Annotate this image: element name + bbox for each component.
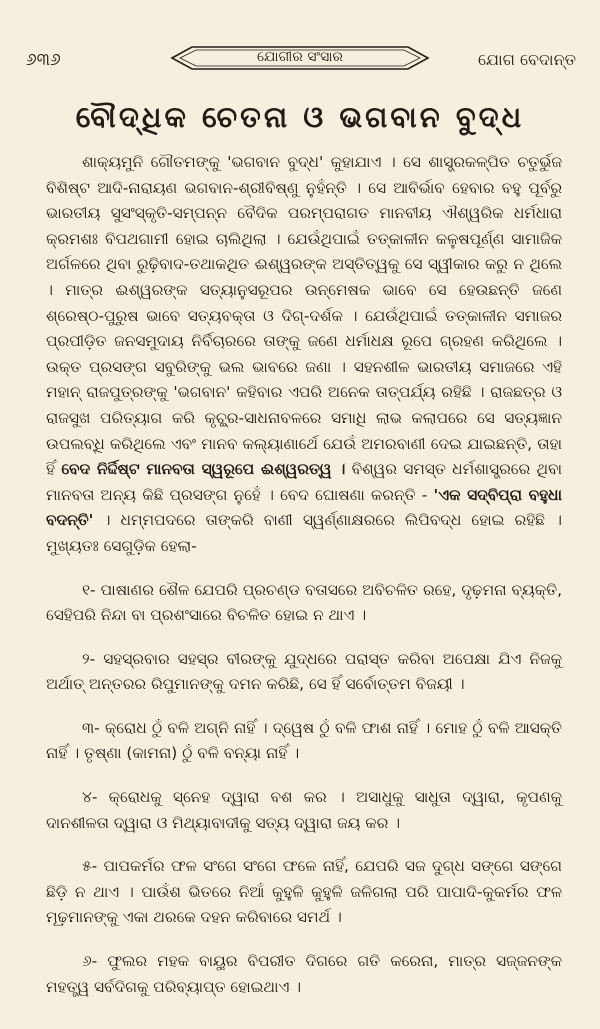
book-title: ଯୋଗୀର ସଂସାର <box>256 49 344 65</box>
intro-text-1: ଶାକ୍ୟମୁନି ଗୌତମଙ୍କୁ 'ଭଗବାନ ବୁଦ୍ଧ' କୁହାଯାଏ । ସେ ଶାସ୍ତ୍ରକଳ୍ପିତ ଚତୁର୍ଭୁଜ ବିଶିଷ୍ଟ ଆଦି-ନାରାୟଣ ଭଗବାନ-ଶ୍ରୀବିଷ୍ଣୁ ନୁହଁନ୍ତି । ସେ ଆବିର୍ଭାବ ହେବାର ବହୁ ପୂର୍ବରୁ ଭାରତୀୟ ସୁସଂସ୍କୃତି-ସମ୍ପନ୍ନ ବୈଦିକ ପରମ୍ପରାଗତ ମାନବୀୟ ଐଶ୍ୱରିକ ଧର୍ମଧାରା କ୍ରମଶଃ ବିପଥଗାମୀ ହୋଇ ଚାଲିଥିଲା । ଯେଉଁଥିପାଇଁ ତତ୍କାଳୀନ କଳୁଷପୂର୍ଣ୍ଣ ସାମାଜିକ ଅର୍ଗଳରେ ଥିବା ରୁଢ଼ିବାଦ-ତଥାକଥିତ ଈଶ୍ୱରଙ୍କ ଅସ୍ତିତ୍ୱକୁ ସେ ସ୍ୱୀକାର କରୁ ନ ଥିଲେ । ମାତ୍ର ଈଶ୍ୱରଙ୍କ ସତ୍ୟାନୁସରୂପର ଉନ୍ମେଷକ ଭାବେ ସେ ହେଉଛନ୍ତି ଜଣେ ଶ୍ରେଷ୍ଠ-ପୁରୁଷ ଭାବେ ସତ୍ୟବକ୍ତା ଓ ଦିଗ୍-ଦର୍ଶକ । ଯେଉଁଥିପାଇଁ ତତ୍କାଳୀନ ସମାଜର ପ୍ରପୀଡ଼ିତ ଜନସମୁଦାୟ ନିର୍ବିଚାରରେ ତାଙ୍କୁ ଜଣେ ଧର୍ମାଧକ୍ଷ ରୂପେ ଗ୍ରହଣ କରିଥିଲେ । ଉକ୍ତ ପ୍ରସଙ୍ଗ ସବୁରିଙ୍କୁ ଭଲ ଭାବରେ ଜଣା । ସହନଶୀଳ ଭାରତୀୟ ସମାଜରେ ଏହି ମହାନ୍ ରାଜପୁତ୍ରଙ୍କୁ 'ଭଗବାନ' କହିବାର ଏପରି ଅନେକ ତାତ୍ପର୍ଯ୍ୟ ରହିଛି । ରାଜଛତ୍ର ଓ ରାଜସୁଖ ପରିତ୍ୟାଗ କରି କୃଚ୍ଛ୍ର-ସାଧନାବଳରେ ସମାଧି ଲାଭ କଲାପରେ ସେ ସତ୍ୟଜ୍ଞାନ ଉପଲବ୍ଧି କରିଥିଲେ ଏବଂ ମାନବ କଲ୍ୟାଣାର୍ଥେ ଯେଉଁ ଅମରବାଣୀ ଦେଇ ଯାଇଛନ୍ତି, ତାହା ହିଁ <box>46 153 562 479</box>
page-number: ୬୩୬ <box>26 50 61 70</box>
verse-item: ୨- ସହସ୍ରବାର ସହସ୍ର ବୀରଙ୍କୁ ଯୁଦ୍ଧରେ ପରାସ୍ତ କରିବା ଅପେକ୍ଷା ଯିଏ ନିଜକୁ ଅର୍ଥାତ୍ ଅନ୍ତରର ରିପୁମାନଙ୍କୁ ଦମନ କରିଛି, ସେ ହିଁ ସର୍ବୋତ୍ତମ ବିଜୟୀ । <box>46 649 562 694</box>
verse-item: ୧- ପାଷାଣର ଶୈଳ ଯେପରି ପ୍ରଚଣ୍ଡ ବତାସରେ ଅବିଚଳିତ ରହେ, ଦୃଢ଼ମନା ବ୍ୟକ୍ତି, ସେହିପରି ନିନ୍ଦା ବା ପ୍ରଶଂସାରେ ବିଚଳିତ ହୋଇ ନ ଥାଏ । <box>46 580 562 625</box>
verse-item: ୩- କ୍ରୋଧ ଠୁଁ ବଳି ଅଗ୍ନି ନାହିଁ । ଦ୍ୱେଷ ଠୁଁ ବଳି ଫାଶ ନାହିଁ । ମୋହ ଠୁଁ ବଳି ଆସକ୍ତି ନାହିଁ । ତୃଷ୍ଣା (କାମନା) ଠୁଁ ବଳି ବନ୍ୟା ନାହିଁ । <box>46 718 562 763</box>
page-header <box>20 44 580 84</box>
verse-item: ୬- ଫୁଲର ମହକ ବାୟୁର ବିପରୀତ ଦିଗରେ ଗତି କରେନା, ମାତ୍ର ସଜ୍ଜନଙ୍କ ମହତ୍ତ୍ୱ ସର୍ବଦିଗକୁ ପରିବ୍ୟାପ୍ତ ହୋଇଥାଏ । <box>46 952 562 996</box>
verse-item: ୫- ପାପକର୍ମର ଫଳ ସଂଗେ ସଂଗେ ଫଳେ ନାହିଁ, ଯେପରି ସଜ ଦୁଗ୍ଧ ସଙ୍ଗେ ସଙ୍ଗେ ଛିଡ଼ି ନ ଥାଏ । ପାଉଁଶ ଭିତରେ ନିଆଁ କୁହୁଳି କୁହୁଳି ଜଳିଗଲା ପରି ପାପାଦି-କୁକର୍ମର ଫଳ ମୂଢ଼ମାନଙ୍କୁ ଏକା ଥରକେ ଦହନ କରିବାରେ ସମର୍ଥ । <box>46 857 562 927</box>
intro-paragraph <box>46 150 562 560</box>
intro-text-3: । ଧମ୍ମପଦରେ ତାଙ୍କରି ବାଣୀ ସ୍ୱର୍ଣ୍ଣାକ୍ଷରରେ ଲିପିବଦ୍ଧ ହୋଇ ରହିଛି । ମୁଖ୍ୟତଃ ସେଗୁଡ଼ିକ ହେଲା- <box>46 511 562 555</box>
chapter-title: ବୌଦ୍ଧିକ ଚେତନା ଓ ଭଗବାନ ବୁଦ୍ଧ <box>75 100 525 134</box>
intro-text-2: ବିଶ୍ୱର ସମସ୍ତ ଧର୍ମଶାସ୍ତ୍ରରେ ଥିବା ମାନବତା ଅନ୍ୟ କିଛି ପ୍ରସଙ୍ଗ ନୁହେଁ । ବେଦ ଘୋଷଣା କରନ୍ତି - <box>46 460 562 504</box>
verse-item: ୪- କ୍ରୋଧକୁ ସ୍ନେହ ଦ୍ୱାରା ବଶ କର । ଅସାଧୁକୁ ସାଧୁତା ଦ୍ୱାରା, କୃପଣକୁ ଦାନଶୀଳତା ଦ୍ୱାରା ଓ ମିଥ୍ୟାବାଦୀକୁ ସତ୍ୟ ଦ୍ୱାରା ଜୟ କର । <box>46 788 562 832</box>
header-banner <box>170 44 430 72</box>
intro-highlight-2: 'ଏକ ସଦ୍‌ବିପ୍ରା ବହୁଧା ବଦନ୍ତି' <box>46 485 562 530</box>
running-title: ଯୋଗ ବେଦାନ୍ତ <box>478 50 576 69</box>
body-text <box>46 150 562 1000</box>
intro-highlight-1: ବେଦ ନିର୍ଦ୍ଦିଷ୍ଟ ମାନବତା ସ୍ୱରୂପେ ଈଶ୍ୱରତ୍ୱ । <box>61 460 346 479</box>
